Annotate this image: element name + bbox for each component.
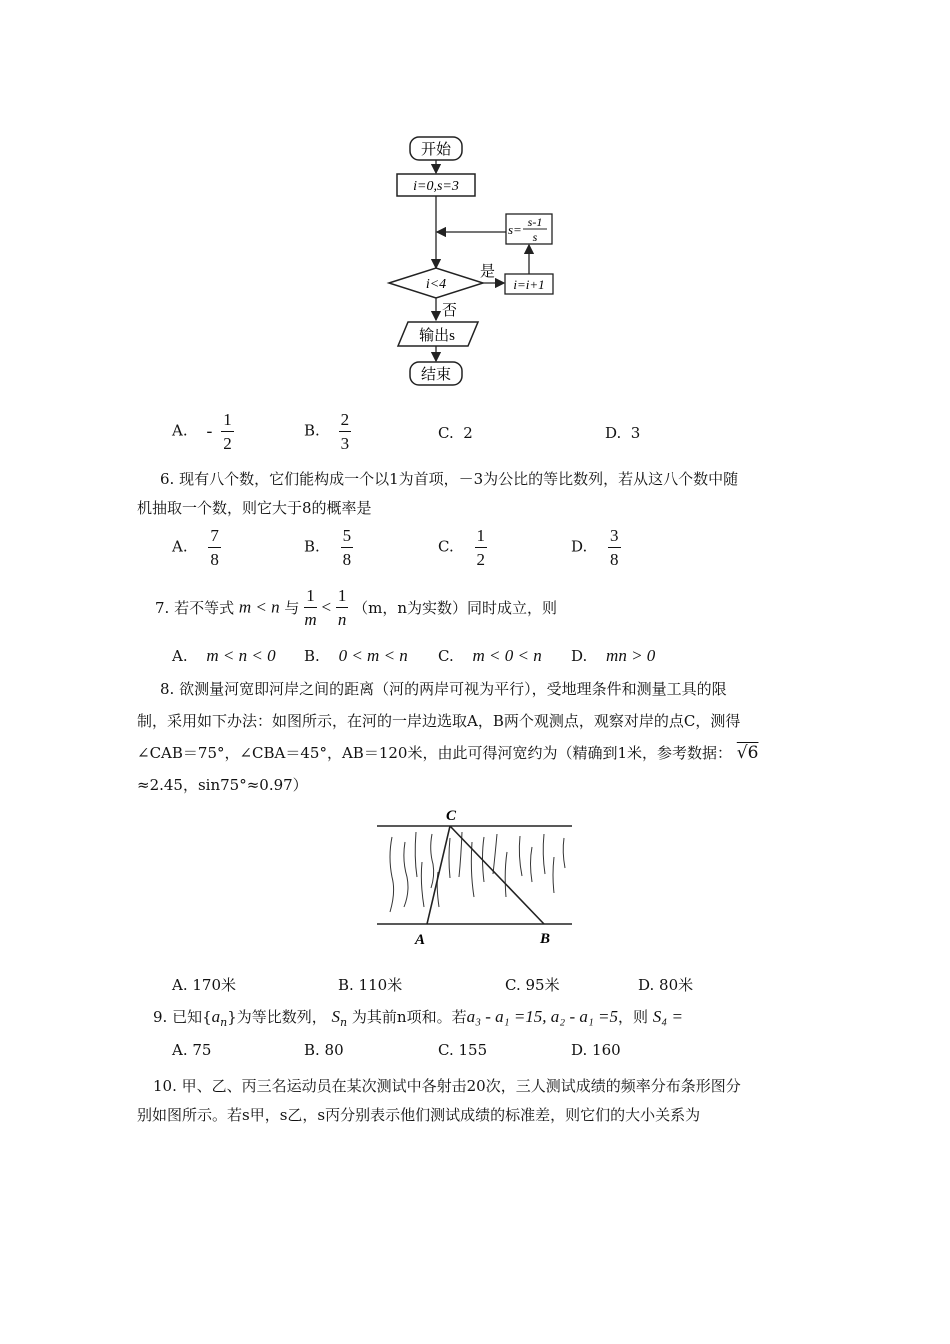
fraction (221, 411, 234, 452)
denominator: 8 (210, 550, 219, 569)
q8-line1: 8. 欲测量河宽即河岸之间的距离（河的两岸可视为平行），受地理条件和测量工具的限 (160, 680, 727, 698)
q7-prefix: 7. 若不等式 (155, 599, 235, 617)
q6-option-b (304, 527, 353, 568)
denominator: n (337, 610, 347, 629)
q5-option-b (304, 411, 351, 452)
increment-label: i=i+1 (513, 277, 545, 292)
no-label: 否 (442, 303, 458, 319)
denominator: 3 (340, 434, 350, 453)
flowchart (380, 128, 570, 393)
start-label: 开始 (420, 142, 452, 158)
q9-s4: S₄ = (652, 1007, 683, 1026)
river-figure (372, 802, 582, 952)
end-label: 结束 (420, 367, 452, 383)
q8-line4: ≈2.45，sin75°≈0.97） (137, 776, 308, 794)
q10-line2: 别如图所示。若s甲，s乙，s丙分别表示他们测试成绩的标准差，则它们的大小关系为 (137, 1106, 701, 1124)
fraction (475, 527, 488, 568)
option-expr: m < 0 < n (472, 646, 542, 665)
sum-s: S (331, 1007, 341, 1026)
numerator: 2 (339, 411, 352, 432)
q8-option-b: B. 110米 (338, 976, 403, 994)
q9-option-a: A. 75 (172, 1041, 212, 1059)
q5-option-c: C. 2 (438, 424, 473, 442)
fraction (304, 587, 317, 628)
q9-option-c: C. 155 (438, 1041, 488, 1059)
option-label: A. (172, 537, 188, 556)
numerator: 5 (341, 527, 354, 548)
q9-prefix: 9. 已知{ (153, 1008, 212, 1026)
point-b: B (540, 931, 551, 947)
q8-line3-text: ∠CAB＝75°，∠CBA＝45°，AB＝120米，由此可得河宽约为（精确到1米，参考数据： (137, 744, 733, 762)
q9-condition: a₃ - a₁ =15, a₂ - a₁ =5 (466, 1007, 618, 1026)
q8-line3 (137, 742, 758, 763)
q7-option-c (438, 646, 542, 666)
numerator: 3 (608, 527, 621, 548)
q7-mid: 与 (284, 599, 300, 617)
q7-suffix: （m，n为实数）同时成立，则 (353, 599, 558, 617)
numerator: 7 (208, 527, 221, 548)
q7-option-a (172, 646, 276, 666)
q9-option-b: B. 80 (304, 1041, 344, 1059)
q8-option-d: D. 80米 (638, 976, 694, 994)
q7-option-b (304, 646, 408, 666)
q6-option-c (438, 527, 487, 568)
yes-label: 是 (480, 264, 496, 280)
sequence-a: a (211, 1007, 221, 1026)
sum-s-subscript: n (340, 1016, 348, 1029)
fraction (336, 587, 349, 628)
denominator: 8 (342, 550, 352, 569)
condition-label: i<4 (425, 277, 447, 292)
q10-line1: 10. 甲、乙、丙三名运动员在某次测试中各射击20次，三人测试成绩的频率分布条形图分 (153, 1077, 741, 1095)
update-s-num: s-1 (527, 215, 543, 229)
point-c: C (446, 808, 457, 824)
numerator: 1 (336, 587, 349, 608)
numerator: 1 (304, 587, 317, 608)
option-label: C. (438, 537, 454, 556)
option-expr: 0 < m < n (338, 646, 408, 665)
fraction (341, 527, 354, 568)
q6-option-d (571, 527, 621, 568)
point-a: A (415, 932, 426, 948)
q9-mid1: }为等比数列， (227, 1008, 327, 1026)
q7-ineq1: m < n (238, 597, 280, 617)
q5-option-a (172, 411, 234, 452)
option-label: B. (304, 421, 320, 440)
q5-option-d: D. 3 (605, 424, 641, 442)
update-s-lhs: s= (508, 222, 522, 237)
sequence-a-subscript: n (220, 1016, 228, 1029)
option-expr: m < n < 0 (206, 646, 276, 665)
option-label: D. (571, 647, 588, 665)
output-label: 输出s (419, 328, 455, 344)
option-expr: mn > 0 (606, 646, 656, 665)
q8-option-c: C. 95米 (505, 976, 560, 994)
option-label: C. (438, 647, 454, 665)
option-label: B. (304, 647, 320, 665)
init-label: i=0,s=3 (413, 179, 459, 194)
update-s-den: s (532, 230, 538, 244)
q6-line2: 机抽取一个数，则它大于8的概率是 (137, 499, 372, 517)
q9-mid2: 为其前n项和。若 (351, 1008, 467, 1026)
q7-lt: < (321, 597, 332, 617)
q9-stem (153, 1006, 683, 1029)
q6-line1: 6. 现有八个数，它们能构成一个以1为首项，－3为公比的等比数列，若从这八个数中随 (160, 470, 739, 488)
denominator: 2 (476, 550, 485, 569)
denominator: 2 (223, 434, 232, 453)
fraction (608, 527, 621, 568)
numerator: 1 (475, 527, 488, 548)
denominator: 8 (610, 550, 619, 569)
numerator: 1 (221, 411, 234, 432)
q7-stem (155, 587, 557, 628)
denominator: m (304, 610, 317, 629)
q9-option-d: D. 160 (571, 1041, 621, 1059)
fraction (339, 411, 352, 452)
q9-mid3: ，则 (618, 1008, 649, 1026)
q8-option-a: A. 170米 (172, 976, 236, 994)
q8-line2: 制，采用如下办法：如图所示，在河的一岸边选取A，B两个观测点，观察对岸的点C，测得 (137, 712, 741, 730)
minus-sign: - (206, 421, 213, 442)
q7-option-d (571, 646, 655, 666)
q6-option-a (172, 527, 221, 568)
sqrt-six: √6 (736, 743, 759, 763)
option-label: A. (172, 421, 188, 440)
fraction (208, 527, 221, 568)
option-label: D. (571, 537, 588, 556)
option-label: B. (304, 537, 320, 556)
option-label: A. (172, 647, 188, 665)
